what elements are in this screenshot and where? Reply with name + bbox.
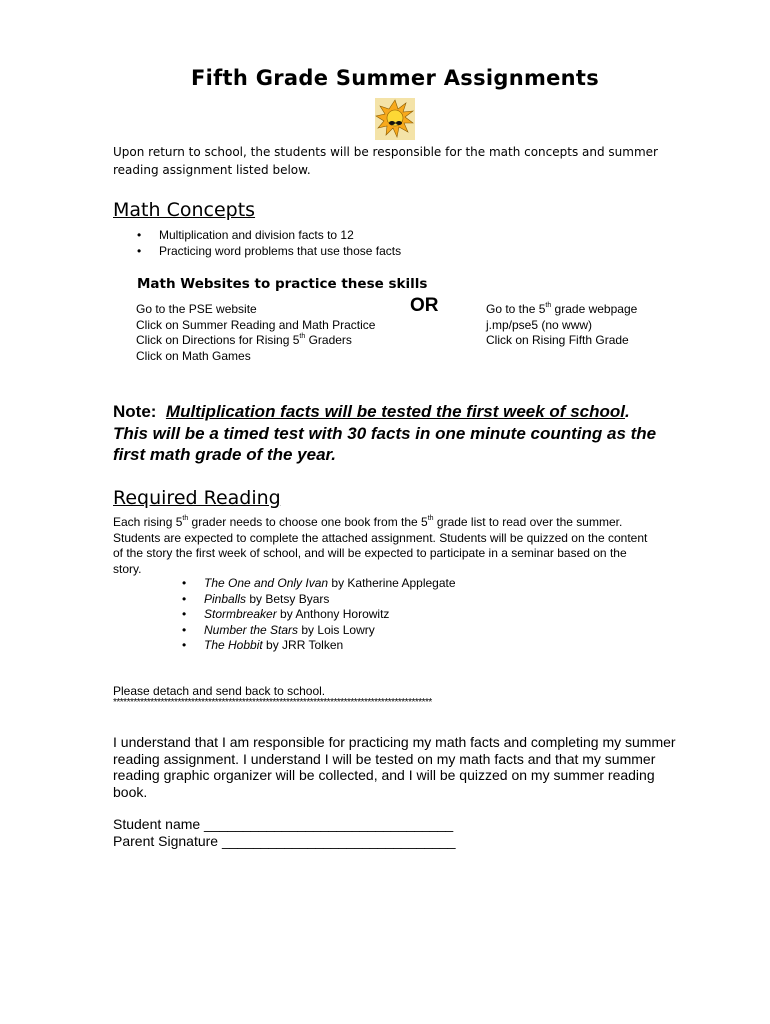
or-label: OR: [410, 295, 439, 316]
direction-line: Click on Summer Reading and Math Practice: [136, 317, 376, 332]
book-item: • Number the Stars by Lois Lowry: [182, 623, 456, 639]
note-line: first math grade of the year.: [113, 445, 336, 464]
book-item: • The One and Only Ivan by Katherine Applegate: [182, 576, 456, 592]
direction-line: Click on Rising Fifth Grade: [486, 333, 629, 347]
pledge-line: I understand that I am responsible for practicing my math facts and completing my summer: [113, 734, 676, 750]
note-line: Note: Multiplication facts will be tested the first week of school.: [113, 402, 630, 421]
paragraph-line: story.: [113, 561, 142, 576]
intro-text: [113, 143, 658, 179]
pse-website-directions: [136, 302, 375, 364]
parent-signature-field[interactable]: Parent Signature ______________________________: [113, 833, 456, 849]
direction-line: Click on Math Games: [136, 348, 251, 363]
page-title: Fifth Grade Summer Assignments: [190, 66, 600, 90]
intro-line: Upon return to school, the students will be responsible for the math concepts and summer: [113, 145, 658, 159]
book-item: • Stormbreaker by Anthony Horowitz: [182, 607, 456, 623]
pledge-line: reading assignment. I understand I will be tested on my math facts and that my summer: [113, 750, 656, 767]
paragraph-line: Students are expected to complete the attached assignment. Students will be quizzed on the content: [113, 530, 648, 545]
grade-webpage-directions: [486, 302, 637, 349]
math-websites-heading: Math Websites to practice these skills: [137, 276, 428, 292]
paragraph-line: of the story the first week of school, and will be expected to participate in a seminar based on the: [113, 546, 627, 560]
direction-line: j.mp/pse5 (no www): [486, 317, 593, 332]
student-name-field[interactable]: Student name ________________________________: [113, 816, 454, 832]
list-item: • Practicing word problems that use those facts: [137, 244, 401, 260]
sun-icon: [375, 98, 415, 140]
list-item: • Multiplication and division facts to 12: [137, 228, 401, 244]
math-concepts-heading: Math Concepts: [113, 199, 256, 221]
cut-line: **********************************************************************************************: [113, 697, 432, 708]
book-item: • Pinballs by Betsy Byars: [182, 592, 456, 608]
book-list: [182, 576, 456, 654]
direction-line: Click on Directions for Rising 5th Graders: [136, 333, 352, 347]
book-item: • The Hobbit by JRR Tolken: [182, 638, 456, 654]
note-label: Note:: [113, 402, 157, 421]
pledge-line: reading graphic organizer will be collected, and I will be quizzed on my summer reading: [113, 767, 655, 783]
reading-paragraph: [113, 515, 647, 577]
pledge-text: [113, 734, 676, 800]
direction-line: Go to the 5th grade webpage: [486, 302, 638, 316]
pledge-line: book.: [113, 783, 148, 800]
required-reading-heading: Required Reading: [113, 487, 281, 509]
math-concepts-list: [137, 228, 401, 259]
paragraph-line: Each rising 5th grader needs to choose one book from the 5th grade list to read over the summer.: [113, 515, 623, 529]
note-block: [113, 401, 656, 466]
direction-line: Go to the PSE website: [136, 302, 257, 316]
note-underlined: Multiplication facts will be tested the first week of school: [165, 402, 625, 421]
note-line: This will be a timed test with 30 facts in one minute counting as the: [113, 423, 657, 443]
detach-instruction: Please detach and send back to school.: [113, 684, 326, 698]
intro-line: reading assignment listed below.: [113, 163, 311, 177]
